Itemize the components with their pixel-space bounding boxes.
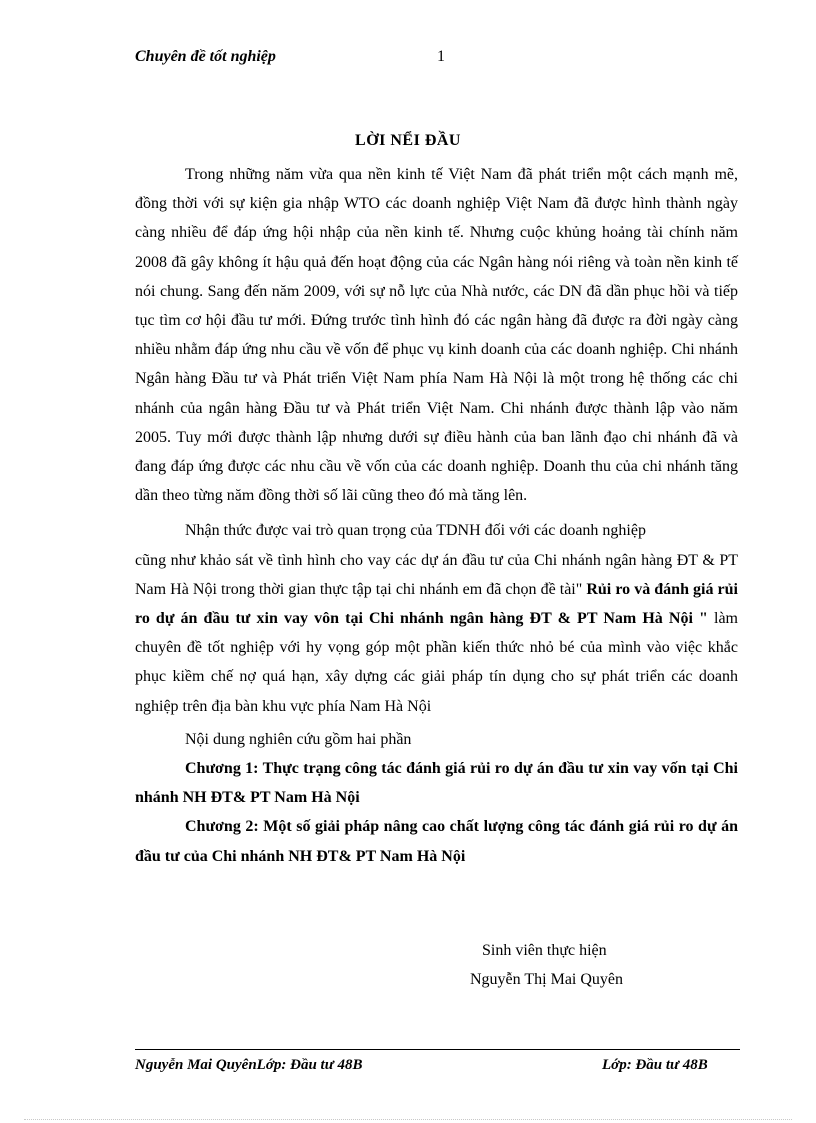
- header-title: Chuyên đề tốt nghiệp: [135, 48, 276, 65]
- paragraph-topic-intro: Nhận thức được vai trò quan trọng của TDNH đối với các doanh nghiệp: [185, 522, 646, 540]
- paragraph-introduction: Trong những năm vừa qua nền kinh tế Việt Nam đã phát triển một cách mạnh mẽ, đồng thời với sự kiện gia nhập WTO các doanh nghiệp Việt Nam đã được hình thành ngày càng nhiều để đáp ứng hội nhập của nền kinh tế. Nhưng cuộc khủng hoảng tài chính năm 2008 đã gây không ít hậu quả đến hoạt động của các Ngân hàng nói riêng và toàn nền kinh tế nói chung. Sang đến năm 2009, với sự nỗ lực của Nhà nước, các DN đã dần phục hồi và tiếp tục tìm cơ hội đầu tư mới. Đứng trước tình hình đó các ngân hàng đã được ra đời ngày càng nhiều nhằm đáp ứng nhu cầu về vốn để phục vụ kinh doanh của các doanh nghiệp. Chi nhánh Ngân hàng Đầu tư và Phát triển Việt Nam phía Nam Hà Nội là một trong hệ thống các chi nhánh của ngân hàng Đầu tư và Phát triển Việt Nam. Chi nhánh được thành lập vào năm 2005. Tuy mới được thành lập nhưng dưới sự điều hành của ban lãnh đạo chi nhánh đã và đang đáp ứng được các nhu cầu về vốn của các doanh nghiệp. Doanh thu của chi nhánh tăng dần theo từng năm đồng thời số lãi cũng theo đó mà tăng lên.: [135, 166, 738, 505]
- paragraph-topic-text: cũng như khảo sát về tình hình cho vay các dự án đầu tư của Chi nhánh ngân hàng ĐT & PT Nam Hà Nội trong thời gian thực tập tại chi nhánh em đã chọn đề tài": [135, 551, 738, 598]
- document-body: [135, 160, 738, 871]
- footer-divider: [135, 1049, 740, 1050]
- paragraph-topic: [135, 546, 738, 721]
- contents-intro: Nội dung nghiên cứu gồm hai phần: [185, 730, 412, 748]
- signature-name: Nguyễn Thị Mai Quyên: [470, 971, 624, 988]
- page-bottom-edge: [24, 1119, 792, 1120]
- signature-role: Sinh viên thực hiện: [482, 942, 607, 959]
- chapter-2: Chương 2: Một số giải pháp nâng cao chất lượng công tác đánh giá rủi ro dự án đầu tư của Chi nhánh NH ĐT& PT Nam Hà Nội: [135, 818, 738, 865]
- footer-author: Nguyễn Mai QuyênLớp: Đầu tư 48B: [135, 1057, 363, 1073]
- thesis-topic-title: Rủi ro và đánh giá rủi ro dự án đầu tư xin vay vôn tại Chi nhánh ngân hàng ĐT & PT Nam Hà Nội ": [135, 580, 739, 628]
- page-number: 1: [437, 48, 445, 65]
- document-heading: LỜI NỂI ĐẦU: [355, 132, 461, 149]
- chapter-1: Chương 1: Thực trạng công tác đánh giá rủi ro dự án đầu tư xin vay vốn tại Chi nhánh NH ĐT& PT Nam Hà Nội: [135, 760, 738, 807]
- paragraph-topic-continuation: làm chuyên đề tốt nghiệp với hy vọng góp một phần kiến thức nhỏ bé của mình vào việc khắc phục kiềm chế nợ quá hạn, xây dựng các giải pháp tín dụng cho sự phát triển các doanh nghiệp trên địa bàn khu vực phía Nam Hà Nội: [135, 610, 738, 715]
- signature-block: [470, 936, 623, 994]
- footer-class: Lớp: Đầu tư 48B: [602, 1057, 708, 1073]
